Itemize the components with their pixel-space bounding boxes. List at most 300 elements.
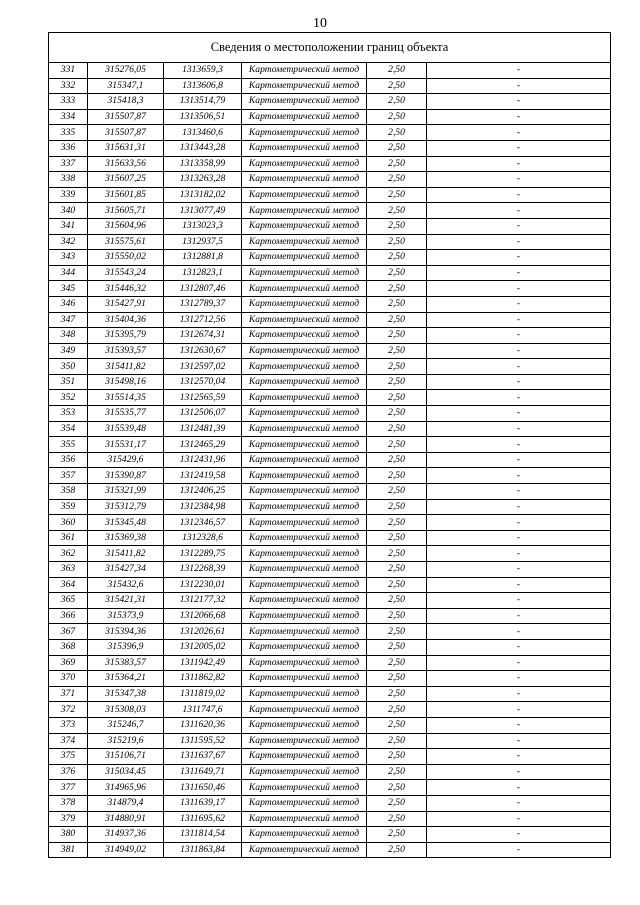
- point-number-cell: 358: [49, 484, 88, 500]
- description-cell: -: [427, 686, 611, 702]
- accuracy-cell: 2,50: [367, 780, 427, 796]
- table-row: [49, 78, 611, 94]
- x-coordinate-cell: 314949,02: [88, 842, 164, 858]
- x-coordinate-cell: 315345,48: [88, 515, 164, 531]
- x-coordinate-cell: 315321,99: [88, 484, 164, 500]
- table-title: Сведения о местоположении границ объекта: [49, 33, 611, 63]
- accuracy-cell: 2,50: [367, 733, 427, 749]
- x-coordinate-cell: 315369,38: [88, 530, 164, 546]
- method-cell: Картометрический метод: [242, 312, 367, 328]
- method-cell: Картометрический метод: [242, 795, 367, 811]
- description-cell: -: [427, 156, 611, 172]
- table-row: [49, 406, 611, 422]
- x-coordinate-cell: 315429,6: [88, 452, 164, 468]
- point-number-cell: 369: [49, 655, 88, 671]
- x-coordinate-cell: 315308,03: [88, 702, 164, 718]
- accuracy-cell: 2,50: [367, 312, 427, 328]
- x-coordinate-cell: 315507,87: [88, 125, 164, 141]
- accuracy-cell: 2,50: [367, 499, 427, 515]
- y-coordinate-cell: 1312881,8: [164, 250, 242, 266]
- x-coordinate-cell: 315364,21: [88, 671, 164, 687]
- description-cell: -: [427, 406, 611, 422]
- accuracy-cell: 2,50: [367, 795, 427, 811]
- x-coordinate-cell: 315421,31: [88, 593, 164, 609]
- method-cell: Картометрический метод: [242, 686, 367, 702]
- accuracy-cell: 2,50: [367, 764, 427, 780]
- accuracy-cell: 2,50: [367, 686, 427, 702]
- method-cell: Картометрический метод: [242, 203, 367, 219]
- description-cell: -: [427, 562, 611, 578]
- x-coordinate-cell: 315604,96: [88, 218, 164, 234]
- table-row: [49, 639, 611, 655]
- table-row: [49, 156, 611, 172]
- table-row: [49, 63, 611, 79]
- description-cell: -: [427, 515, 611, 531]
- method-cell: Картометрический метод: [242, 390, 367, 406]
- point-number-cell: 339: [49, 187, 88, 203]
- accuracy-cell: 2,50: [367, 140, 427, 156]
- point-number-cell: 362: [49, 546, 88, 562]
- y-coordinate-cell: 1311637,67: [164, 749, 242, 765]
- table-row: [49, 452, 611, 468]
- point-number-cell: 366: [49, 608, 88, 624]
- point-number-cell: 353: [49, 406, 88, 422]
- description-cell: -: [427, 140, 611, 156]
- y-coordinate-cell: 1313506,51: [164, 109, 242, 125]
- table-row: [49, 733, 611, 749]
- point-number-cell: 367: [49, 624, 88, 640]
- method-cell: Картометрический метод: [242, 406, 367, 422]
- point-number-cell: 357: [49, 468, 88, 484]
- description-cell: -: [427, 312, 611, 328]
- table-row: [49, 390, 611, 406]
- x-coordinate-cell: 315347,1: [88, 78, 164, 94]
- x-coordinate-cell: 315507,87: [88, 109, 164, 125]
- y-coordinate-cell: 1312465,29: [164, 437, 242, 453]
- y-coordinate-cell: 1313606,8: [164, 78, 242, 94]
- description-cell: -: [427, 281, 611, 297]
- accuracy-cell: 2,50: [367, 842, 427, 858]
- point-number-cell: 371: [49, 686, 88, 702]
- table-row: [49, 608, 611, 624]
- method-cell: Картометрический метод: [242, 140, 367, 156]
- point-number-cell: 376: [49, 764, 88, 780]
- description-cell: -: [427, 702, 611, 718]
- x-coordinate-cell: 314965,96: [88, 780, 164, 796]
- description-cell: -: [427, 250, 611, 266]
- x-coordinate-cell: 315395,79: [88, 328, 164, 344]
- description-cell: -: [427, 764, 611, 780]
- point-number-cell: 363: [49, 562, 88, 578]
- point-number-cell: 355: [49, 437, 88, 453]
- y-coordinate-cell: 1311814,54: [164, 827, 242, 843]
- accuracy-cell: 2,50: [367, 608, 427, 624]
- description-cell: -: [427, 218, 611, 234]
- y-coordinate-cell: 1312177,32: [164, 593, 242, 609]
- point-number-cell: 356: [49, 452, 88, 468]
- point-number-cell: 379: [49, 811, 88, 827]
- table-row: [49, 359, 611, 375]
- accuracy-cell: 2,50: [367, 187, 427, 203]
- accuracy-cell: 2,50: [367, 577, 427, 593]
- table-row: [49, 328, 611, 344]
- x-coordinate-cell: 315411,82: [88, 546, 164, 562]
- x-coordinate-cell: 315531,17: [88, 437, 164, 453]
- description-cell: -: [427, 484, 611, 500]
- x-coordinate-cell: 315034,45: [88, 764, 164, 780]
- description-cell: -: [427, 608, 611, 624]
- y-coordinate-cell: 1312026,61: [164, 624, 242, 640]
- y-coordinate-cell: 1312807,46: [164, 281, 242, 297]
- method-cell: Картометрический метод: [242, 109, 367, 125]
- table-row: [49, 250, 611, 266]
- method-cell: Картометрический метод: [242, 468, 367, 484]
- y-coordinate-cell: 1312406,25: [164, 484, 242, 500]
- y-coordinate-cell: 1311942,49: [164, 655, 242, 671]
- method-cell: Картометрический метод: [242, 484, 367, 500]
- description-cell: -: [427, 468, 611, 484]
- y-coordinate-cell: 1312789,37: [164, 296, 242, 312]
- accuracy-cell: 2,50: [367, 203, 427, 219]
- description-cell: -: [427, 94, 611, 110]
- x-coordinate-cell: 315550,02: [88, 250, 164, 266]
- method-cell: Картометрический метод: [242, 733, 367, 749]
- description-cell: -: [427, 125, 611, 141]
- method-cell: Картометрический метод: [242, 234, 367, 250]
- method-cell: Картометрический метод: [242, 608, 367, 624]
- accuracy-cell: 2,50: [367, 515, 427, 531]
- y-coordinate-cell: 1311747,6: [164, 702, 242, 718]
- description-cell: -: [427, 187, 611, 203]
- description-cell: -: [427, 530, 611, 546]
- point-number-cell: 338: [49, 172, 88, 188]
- y-coordinate-cell: 1312937,5: [164, 234, 242, 250]
- y-coordinate-cell: 1312328,6: [164, 530, 242, 546]
- point-number-cell: 337: [49, 156, 88, 172]
- point-number-cell: 359: [49, 499, 88, 515]
- description-cell: -: [427, 374, 611, 390]
- table-row: [49, 343, 611, 359]
- table-row: [49, 655, 611, 671]
- description-cell: -: [427, 577, 611, 593]
- description-cell: -: [427, 296, 611, 312]
- point-number-cell: 360: [49, 515, 88, 531]
- x-coordinate-cell: 315446,32: [88, 281, 164, 297]
- x-coordinate-cell: 315418,3: [88, 94, 164, 110]
- table-row: [49, 780, 611, 796]
- y-coordinate-cell: 1313182,02: [164, 187, 242, 203]
- method-cell: Картометрический метод: [242, 655, 367, 671]
- x-coordinate-cell: 314880,91: [88, 811, 164, 827]
- table-row: [49, 125, 611, 141]
- description-cell: -: [427, 499, 611, 515]
- method-cell: Картометрический метод: [242, 281, 367, 297]
- description-cell: -: [427, 749, 611, 765]
- accuracy-cell: 2,50: [367, 172, 427, 188]
- method-cell: Картометрический метод: [242, 842, 367, 858]
- x-coordinate-cell: 315276,05: [88, 63, 164, 79]
- x-coordinate-cell: 314879,4: [88, 795, 164, 811]
- method-cell: Картометрический метод: [242, 811, 367, 827]
- description-cell: -: [427, 343, 611, 359]
- accuracy-cell: 2,50: [367, 109, 427, 125]
- accuracy-cell: 2,50: [367, 374, 427, 390]
- accuracy-cell: 2,50: [367, 390, 427, 406]
- x-coordinate-cell: 315404,36: [88, 312, 164, 328]
- table-row: [49, 702, 611, 718]
- y-coordinate-cell: 1312419,58: [164, 468, 242, 484]
- point-number-cell: 345: [49, 281, 88, 297]
- table-row: [49, 764, 611, 780]
- accuracy-cell: 2,50: [367, 265, 427, 281]
- method-cell: Картометрический метод: [242, 94, 367, 110]
- description-cell: -: [427, 546, 611, 562]
- x-coordinate-cell: 315535,77: [88, 406, 164, 422]
- method-cell: Картометрический метод: [242, 827, 367, 843]
- x-coordinate-cell: 315219,6: [88, 733, 164, 749]
- table-row: [49, 218, 611, 234]
- accuracy-cell: 2,50: [367, 562, 427, 578]
- point-number-cell: 334: [49, 109, 88, 125]
- y-coordinate-cell: 1311695,62: [164, 811, 242, 827]
- method-cell: Картометрический метод: [242, 78, 367, 94]
- x-coordinate-cell: 315605,71: [88, 203, 164, 219]
- y-coordinate-cell: 1313514,79: [164, 94, 242, 110]
- x-coordinate-cell: 315427,34: [88, 562, 164, 578]
- table-row: [49, 686, 611, 702]
- y-coordinate-cell: 1312268,39: [164, 562, 242, 578]
- table-row: [49, 577, 611, 593]
- method-cell: Картометрический метод: [242, 343, 367, 359]
- x-coordinate-cell: 315427,91: [88, 296, 164, 312]
- point-number-cell: 380: [49, 827, 88, 843]
- description-cell: -: [427, 421, 611, 437]
- method-cell: Картометрический метод: [242, 639, 367, 655]
- description-cell: -: [427, 265, 611, 281]
- point-number-cell: 365: [49, 593, 88, 609]
- accuracy-cell: 2,50: [367, 827, 427, 843]
- x-coordinate-cell: 315539,48: [88, 421, 164, 437]
- y-coordinate-cell: 1311819,02: [164, 686, 242, 702]
- y-coordinate-cell: 1312712,56: [164, 312, 242, 328]
- table-row: [49, 717, 611, 733]
- method-cell: Картометрический метод: [242, 250, 367, 266]
- y-coordinate-cell: 1313443,28: [164, 140, 242, 156]
- method-cell: Картометрический метод: [242, 749, 367, 765]
- description-cell: -: [427, 593, 611, 609]
- table-row: [49, 484, 611, 500]
- y-coordinate-cell: 1313659,3: [164, 63, 242, 79]
- y-coordinate-cell: 1311595,52: [164, 733, 242, 749]
- y-coordinate-cell: 1312431,96: [164, 452, 242, 468]
- method-cell: Картометрический метод: [242, 546, 367, 562]
- accuracy-cell: 2,50: [367, 452, 427, 468]
- method-cell: Картометрический метод: [242, 359, 367, 375]
- method-cell: Картометрический метод: [242, 218, 367, 234]
- table-row: [49, 281, 611, 297]
- x-coordinate-cell: 315601,85: [88, 187, 164, 203]
- table-row: [49, 499, 611, 515]
- x-coordinate-cell: 315246,7: [88, 717, 164, 733]
- y-coordinate-cell: 1312005,02: [164, 639, 242, 655]
- boundary-table: [48, 32, 611, 858]
- table-row: [49, 795, 611, 811]
- y-coordinate-cell: 1311620,36: [164, 717, 242, 733]
- point-number-cell: 347: [49, 312, 88, 328]
- accuracy-cell: 2,50: [367, 639, 427, 655]
- table-row: [49, 811, 611, 827]
- table-body: [49, 33, 611, 858]
- description-cell: -: [427, 328, 611, 344]
- y-coordinate-cell: 1313460,6: [164, 125, 242, 141]
- point-number-cell: 346: [49, 296, 88, 312]
- accuracy-cell: 2,50: [367, 484, 427, 500]
- method-cell: Картометрический метод: [242, 421, 367, 437]
- method-cell: Картометрический метод: [242, 515, 367, 531]
- y-coordinate-cell: 1311863,84: [164, 842, 242, 858]
- method-cell: Картометрический метод: [242, 577, 367, 593]
- y-coordinate-cell: 1313077,49: [164, 203, 242, 219]
- accuracy-cell: 2,50: [367, 624, 427, 640]
- method-cell: Картометрический метод: [242, 125, 367, 141]
- point-number-cell: 340: [49, 203, 88, 219]
- point-number-cell: 375: [49, 749, 88, 765]
- table-row: [49, 827, 611, 843]
- point-number-cell: 351: [49, 374, 88, 390]
- y-coordinate-cell: 1312823,1: [164, 265, 242, 281]
- y-coordinate-cell: 1312630,67: [164, 343, 242, 359]
- x-coordinate-cell: 315607,25: [88, 172, 164, 188]
- x-coordinate-cell: 315390,87: [88, 468, 164, 484]
- accuracy-cell: 2,50: [367, 811, 427, 827]
- method-cell: Картометрический метод: [242, 452, 367, 468]
- y-coordinate-cell: 1313358,99: [164, 156, 242, 172]
- point-number-cell: 335: [49, 125, 88, 141]
- description-cell: -: [427, 78, 611, 94]
- accuracy-cell: 2,50: [367, 593, 427, 609]
- x-coordinate-cell: 315373,9: [88, 608, 164, 624]
- table-row: [49, 842, 611, 858]
- description-cell: -: [427, 717, 611, 733]
- point-number-cell: 374: [49, 733, 88, 749]
- method-cell: Картометрический метод: [242, 671, 367, 687]
- method-cell: Картометрический метод: [242, 172, 367, 188]
- accuracy-cell: 2,50: [367, 234, 427, 250]
- table-row: [49, 515, 611, 531]
- table-row: [49, 312, 611, 328]
- method-cell: Картометрический метод: [242, 187, 367, 203]
- point-number-cell: 377: [49, 780, 88, 796]
- description-cell: -: [427, 639, 611, 655]
- table-row: [49, 749, 611, 765]
- y-coordinate-cell: 1312230,01: [164, 577, 242, 593]
- description-cell: -: [427, 624, 611, 640]
- table-row: [49, 624, 611, 640]
- point-number-cell: 332: [49, 78, 88, 94]
- accuracy-cell: 2,50: [367, 281, 427, 297]
- accuracy-cell: 2,50: [367, 156, 427, 172]
- description-cell: -: [427, 655, 611, 671]
- x-coordinate-cell: 315543,24: [88, 265, 164, 281]
- method-cell: Картометрический метод: [242, 265, 367, 281]
- point-number-cell: 372: [49, 702, 88, 718]
- method-cell: Картометрический метод: [242, 764, 367, 780]
- table-row: [49, 296, 611, 312]
- method-cell: Картометрический метод: [242, 593, 367, 609]
- table-title-row: [49, 33, 611, 63]
- method-cell: Картометрический метод: [242, 499, 367, 515]
- method-cell: Картометрический метод: [242, 562, 367, 578]
- accuracy-cell: 2,50: [367, 343, 427, 359]
- accuracy-cell: 2,50: [367, 218, 427, 234]
- x-coordinate-cell: 314937,36: [88, 827, 164, 843]
- point-number-cell: 344: [49, 265, 88, 281]
- description-cell: -: [427, 359, 611, 375]
- method-cell: Картометрический метод: [242, 437, 367, 453]
- table-row: [49, 374, 611, 390]
- table-row: [49, 468, 611, 484]
- x-coordinate-cell: 315106,71: [88, 749, 164, 765]
- table-row: [49, 265, 611, 281]
- accuracy-cell: 2,50: [367, 250, 427, 266]
- description-cell: -: [427, 109, 611, 125]
- point-number-cell: 381: [49, 842, 88, 858]
- y-coordinate-cell: 1312384,98: [164, 499, 242, 515]
- description-cell: -: [427, 234, 611, 250]
- point-number-cell: 368: [49, 639, 88, 655]
- y-coordinate-cell: 1312570,04: [164, 374, 242, 390]
- x-coordinate-cell: 315432,6: [88, 577, 164, 593]
- accuracy-cell: 2,50: [367, 749, 427, 765]
- method-cell: Картометрический метод: [242, 624, 367, 640]
- point-number-cell: 341: [49, 218, 88, 234]
- description-cell: -: [427, 733, 611, 749]
- x-coordinate-cell: 315394,36: [88, 624, 164, 640]
- table-row: [49, 671, 611, 687]
- description-cell: -: [427, 203, 611, 219]
- accuracy-cell: 2,50: [367, 421, 427, 437]
- point-number-cell: 354: [49, 421, 88, 437]
- table-row: [49, 203, 611, 219]
- x-coordinate-cell: 315312,79: [88, 499, 164, 515]
- point-number-cell: 350: [49, 359, 88, 375]
- table-row: [49, 140, 611, 156]
- description-cell: -: [427, 390, 611, 406]
- method-cell: Картометрический метод: [242, 156, 367, 172]
- point-number-cell: 331: [49, 63, 88, 79]
- x-coordinate-cell: 315498,16: [88, 374, 164, 390]
- method-cell: Картометрический метод: [242, 328, 367, 344]
- accuracy-cell: 2,50: [367, 655, 427, 671]
- y-coordinate-cell: 1312346,57: [164, 515, 242, 531]
- description-cell: -: [427, 63, 611, 79]
- x-coordinate-cell: 315347,38: [88, 686, 164, 702]
- y-coordinate-cell: 1312066,68: [164, 608, 242, 624]
- accuracy-cell: 2,50: [367, 125, 427, 141]
- description-cell: -: [427, 795, 611, 811]
- method-cell: Картометрический метод: [242, 717, 367, 733]
- y-coordinate-cell: 1311649,71: [164, 764, 242, 780]
- x-coordinate-cell: 315396,9: [88, 639, 164, 655]
- point-number-cell: 342: [49, 234, 88, 250]
- point-number-cell: 370: [49, 671, 88, 687]
- x-coordinate-cell: 315393,57: [88, 343, 164, 359]
- accuracy-cell: 2,50: [367, 328, 427, 344]
- description-cell: -: [427, 437, 611, 453]
- table-row: [49, 562, 611, 578]
- y-coordinate-cell: 1312506,07: [164, 406, 242, 422]
- y-coordinate-cell: 1312565,59: [164, 390, 242, 406]
